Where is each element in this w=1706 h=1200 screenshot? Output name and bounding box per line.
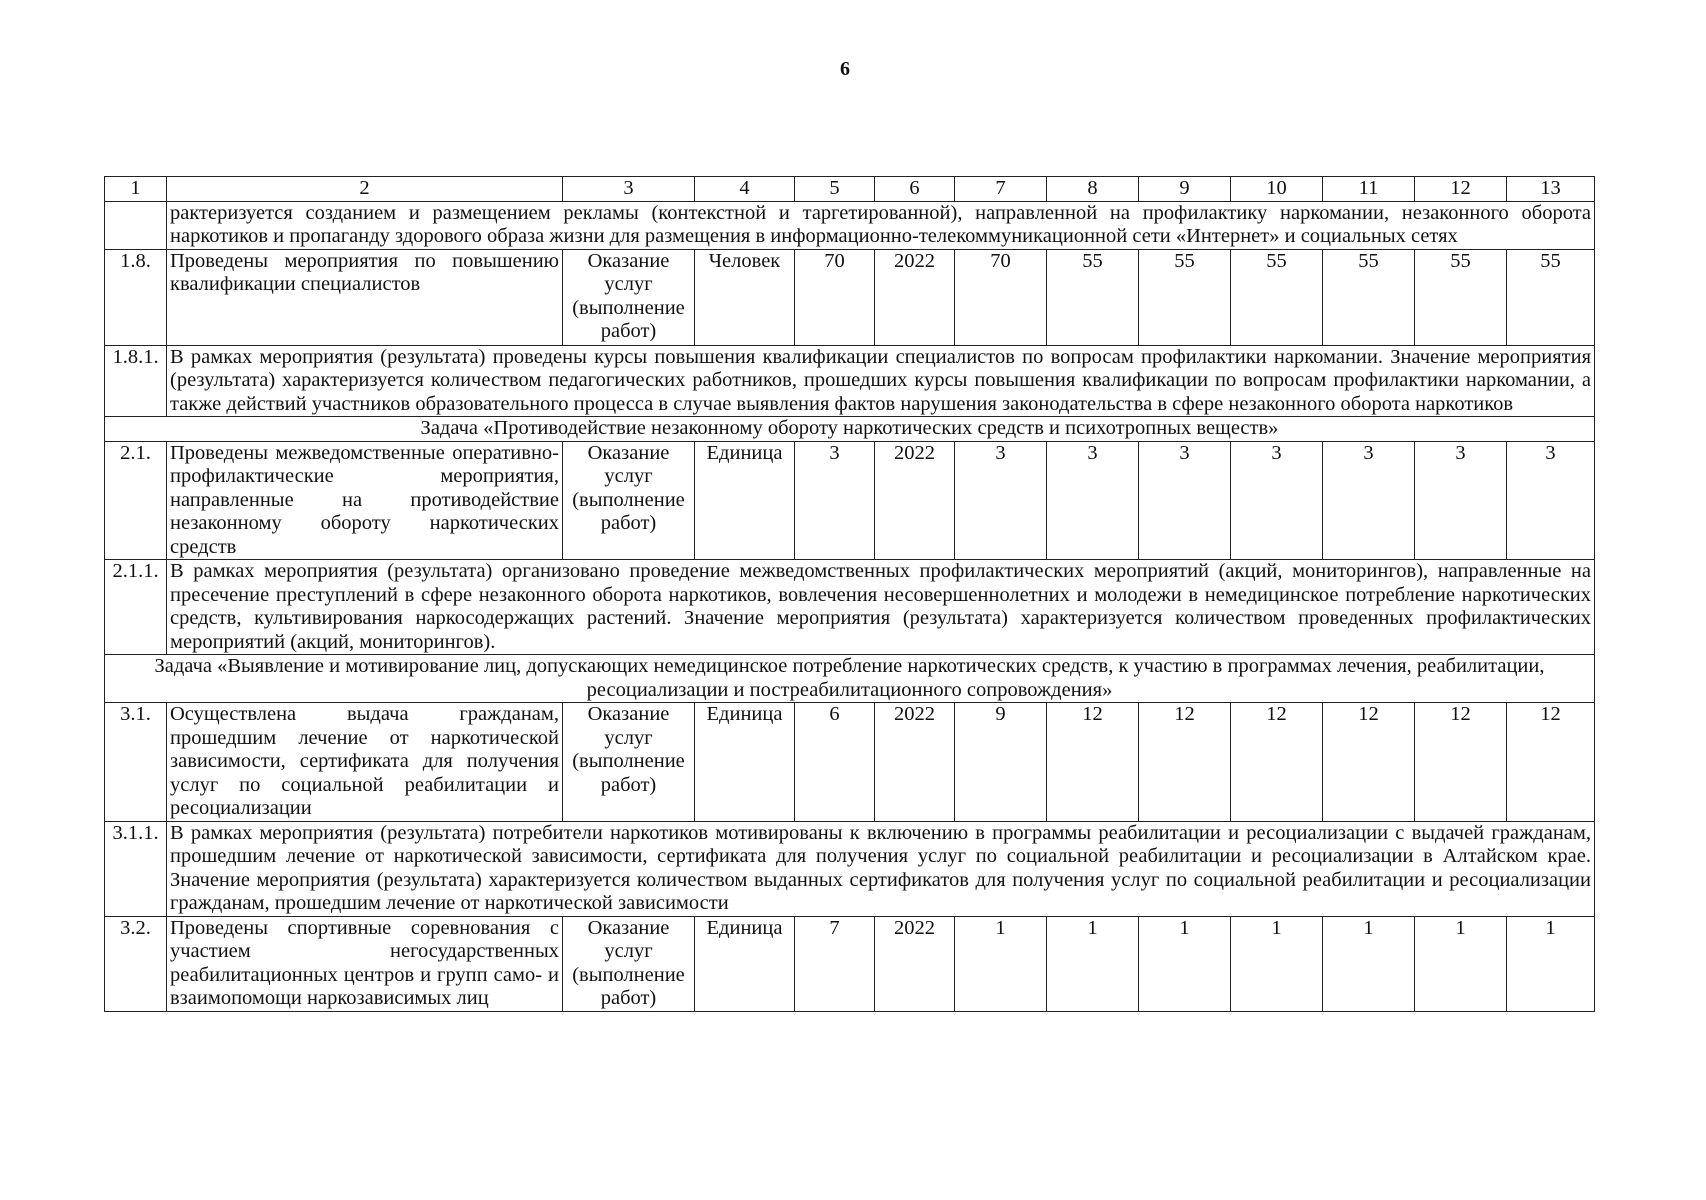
value-cell: 1 [955, 916, 1047, 1011]
item-type: Оказание услуг (выполнение работ) [563, 249, 695, 345]
header-cell: 11 [1323, 177, 1415, 202]
item-row [105, 441, 1595, 560]
description-text: В рамках мероприятия (результата) проведены курсы повышения квалификации специалистов по вопросам профилактики наркомании. Значение мероприятия (результата) характеризуется количеством педагогических работников, прошедших курсы повышения квалификации по вопросам профилактики наркомании, а также действий участников образовательного процесса в случае выявления фактов нарушения законодательства в сфере незаконного оборота наркотиков [167, 345, 1595, 417]
value-cell: 1 [1507, 916, 1595, 1011]
value-cell: 12 [1047, 703, 1139, 822]
value-cell: 55 [1139, 249, 1231, 345]
value-cell: 9 [955, 703, 1047, 822]
row-number: 2.1.1. [105, 560, 167, 655]
item-unit: Единица [695, 703, 795, 822]
value-cell: 1 [1323, 916, 1415, 1011]
description-row [105, 345, 1595, 417]
value-cell: 1 [1139, 916, 1231, 1011]
item-unit: Человек [695, 249, 795, 345]
value-cell: 12 [1415, 703, 1507, 822]
item-type: Оказание услуг (выполнение работ) [563, 441, 695, 560]
description-text: рактеризуется созданием и размещением рекламы (контекстной и таргетированной), направленной на профилактику наркомании, незаконного оборота наркотиков и пропаганду здорового образа жизни для размещения в информационно-телекоммуникационной сети «Интернет» и социальных сетях [167, 201, 1595, 249]
header-cell: 2 [167, 177, 563, 202]
value-cell: 70 [955, 249, 1047, 345]
header-cell: 4 [695, 177, 795, 202]
page-number: 6 [840, 58, 850, 80]
value-cell: 12 [1323, 703, 1415, 822]
item-row [105, 703, 1595, 822]
description-text: В рамках мероприятия (результата) организовано проведение межведомственных профилактических мероприятий (акций, мониторингов), направленные на пресечение преступлений в сфере незаконного оборота наркотиков, вовлечения несовершеннолетних и молодежи в немедицинское потребление наркотических средств, культивирования наркосодержащих растений. Значение мероприятия (результата) характеризуется количеством проведенных профилактических мероприятий (акций, мониторингов). [167, 560, 1595, 655]
header-cell: 9 [1139, 177, 1231, 202]
header-cell: 6 [875, 177, 955, 202]
value-cell: 2022 [875, 249, 955, 345]
value-cell: 55 [1047, 249, 1139, 345]
value-cell: 3 [1231, 441, 1323, 560]
row-number [105, 201, 167, 249]
value-cell: 3 [955, 441, 1047, 560]
item-type: Оказание услуг (выполнение работ) [563, 916, 695, 1011]
value-cell: 55 [1323, 249, 1415, 345]
value-cell: 12 [1139, 703, 1231, 822]
value-cell: 3 [1047, 441, 1139, 560]
row-number: 3.1. [105, 703, 167, 822]
header-cell: 1 [105, 177, 167, 202]
item-unit: Единица [695, 916, 795, 1011]
value-cell: 7 [795, 916, 875, 1011]
value-cell: 3 [1415, 441, 1507, 560]
value-cell: 2022 [875, 703, 955, 822]
task-row [105, 655, 1595, 703]
row-number: 1.8. [105, 249, 167, 345]
item-name: Проведены мероприятия по повышению квалификации специалистов [167, 249, 563, 345]
row-number: 3.1.1. [105, 821, 167, 916]
value-cell: 55 [1415, 249, 1507, 345]
description-text: В рамках мероприятия (результата) потребители наркотиков мотивированы к включению в программы реабилитации и ресоциализации с выдачей гражданам, прошедшим лечение от наркотической зависимости, сертификата для получения услуг по социальной реабилитации и ресоциализации в Алтайском крае. Значение мероприятия (результата) характеризуется количеством выданных сертификатов для получения услуг по социальной реабилитации и ресоциализации гражданам, прошедшим лечение от наркотической зависимости [167, 821, 1595, 916]
header-cell: 5 [795, 177, 875, 202]
value-cell: 1 [1415, 916, 1507, 1011]
header-cell: 10 [1231, 177, 1323, 202]
header-row [105, 177, 1595, 202]
value-cell: 3 [1507, 441, 1595, 560]
item-type: Оказание услуг (выполнение работ) [563, 703, 695, 822]
item-name: Осуществлена выдача гражданам, прошедшим лечение от наркотической зависимости, сертификата для получения услуг по социальной реабилитации и ресоциализации [167, 703, 563, 822]
value-cell: 55 [1231, 249, 1323, 345]
header-cell: 13 [1507, 177, 1595, 202]
item-unit: Единица [695, 441, 795, 560]
row-number: 1.8.1. [105, 345, 167, 417]
description-row [105, 821, 1595, 916]
value-cell: 55 [1507, 249, 1595, 345]
value-cell: 6 [795, 703, 875, 822]
value-cell: 1 [1231, 916, 1323, 1011]
value-cell: 12 [1507, 703, 1595, 822]
task-heading: Задача «Противодействие незаконному обороту наркотических средств и психотропных веществ» [105, 417, 1595, 442]
item-row [105, 916, 1595, 1011]
value-cell: 2022 [875, 441, 955, 560]
header-cell: 7 [955, 177, 1047, 202]
item-row [105, 249, 1595, 345]
value-cell: 70 [795, 249, 875, 345]
header-cell: 8 [1047, 177, 1139, 202]
task-heading: Задача «Выявление и мотивирование лиц, допускающих немедицинское потребление наркотических средств, к участию в программах лечения, реабилитации, ресоциализации и постреабилитационного сопровождения» [105, 655, 1595, 703]
value-cell: 3 [1323, 441, 1415, 560]
value-cell: 3 [795, 441, 875, 560]
item-name: Проведены межведомственные оперативно-профилактические мероприятия, направленные на противодействие незаконному обороту наркотических средств [167, 441, 563, 560]
value-cell: 2022 [875, 916, 955, 1011]
value-cell: 12 [1231, 703, 1323, 822]
description-row [105, 201, 1595, 249]
task-row [105, 417, 1595, 442]
value-cell: 3 [1139, 441, 1231, 560]
description-row [105, 560, 1595, 655]
value-cell: 1 [1047, 916, 1139, 1011]
row-number: 2.1. [105, 441, 167, 560]
item-name: Проведены спортивные соревнования с участием негосударственных реабилитационных центров и групп само- и взаимопомощи наркозависимых лиц [167, 916, 563, 1011]
header-cell: 12 [1415, 177, 1507, 202]
header-cell: 3 [563, 177, 695, 202]
row-number: 3.2. [105, 916, 167, 1011]
document-table [104, 176, 1595, 1012]
